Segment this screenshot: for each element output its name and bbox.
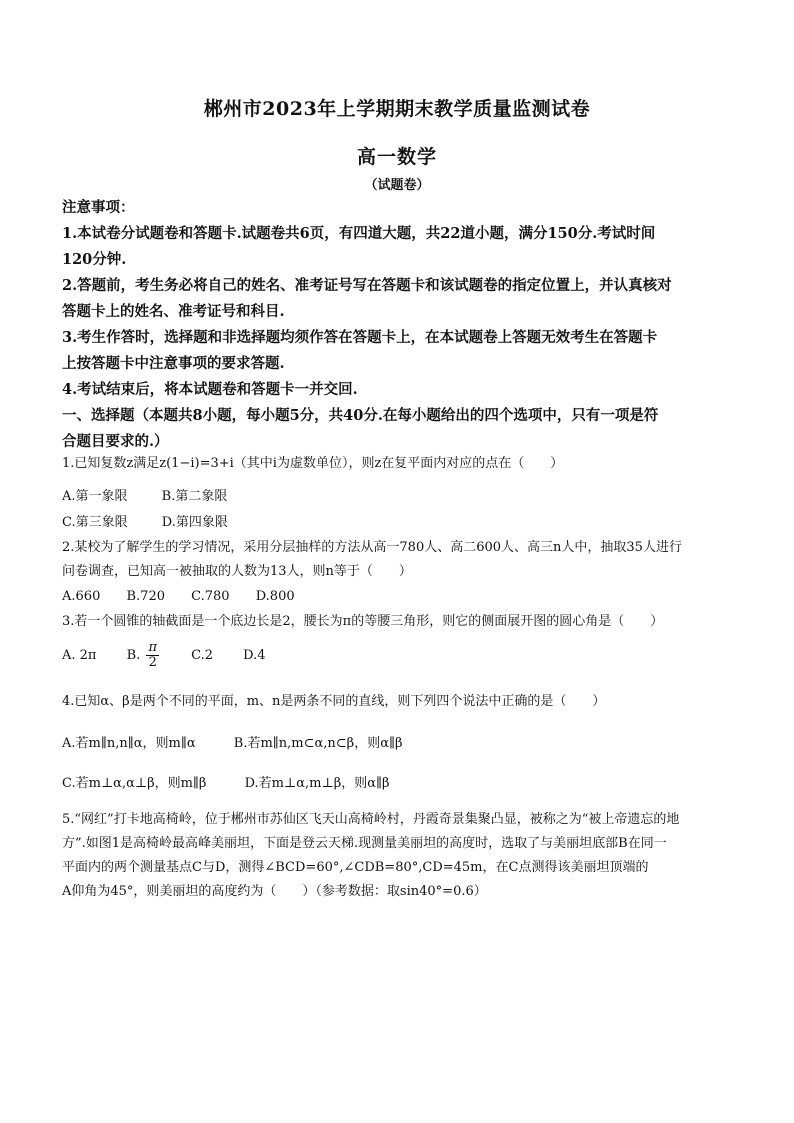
question-4-option-b: B.若m∥n,m⊂α,n⊂β，则α∥β (233, 736, 403, 751)
question-1-option-b: B.第二象限 (161, 489, 228, 504)
question-3-option-d: D.4 (243, 648, 266, 663)
question-1-stem: 1.已知复数z满足z(1−i)=3+i（其中i为虚数单位），则z在复平面内对应的点在（ ） (62, 456, 564, 471)
notice-section (62, 195, 732, 455)
question-4-option-a: A.若m∥n,n∥α，则m∥α (62, 736, 196, 751)
question-1-option-d: D.第四象限 (161, 515, 228, 530)
question-1-option-c: C.第三象限 (62, 515, 128, 530)
section-1-heading-line-1: 一、选择题（本题共8小题，每小题5分，共40分.在每小题给出的四个选项中，只有一项是符 (62, 407, 659, 424)
question-4-stem: 4.已知α、β是两个不同的平面，m、n是两条不同的直线，则下列四个说法中正确的是（ ） (62, 694, 606, 709)
exam-paper-tag: （试题卷） (364, 178, 430, 193)
question-2-stem-line-1: 2.某校为了解学生的学习情况，采用分层抽样的方法从高一780人、高二600人、高三n人中，抽取35人进行 (62, 540, 682, 555)
fraction-numerator: π (148, 640, 157, 655)
question-3-option-c: C.2 (191, 648, 214, 663)
question-3-option-b (127, 636, 161, 676)
question-2-option-d: D.800 (255, 589, 295, 604)
question-5-line-4: A仰角为45°，则美丽坦的高度约为（ ）（参考数据：取sin40°=0.6） (62, 884, 487, 899)
notice-item-2-line-1: 2.答题前，考生务必将自己的姓名、准考证号写在答题卡和该试题卷的指定位置上，并认真核对 (62, 277, 672, 294)
notice-item-3-line-2: 上按答题卡中注意事项的要求答题. (62, 355, 285, 372)
question-2-stem-line-2: 问卷调查，已知高一被抽取的人数为13人，则n等于（ ） (62, 564, 412, 579)
question-1-option-a: A.第一象限 (62, 489, 128, 504)
pi-over-two-fraction (146, 641, 159, 670)
question-4-options-row-2 (62, 768, 732, 800)
notice-heading: 注意事项： (62, 199, 135, 216)
notice-item-4: 4.考试结束后，将本试题卷和答题卡一并交回. (62, 381, 358, 398)
question-2-option-c: C.780 (191, 589, 230, 604)
notice-item-2-line-2: 答题卡上的姓名、准考证号和科目. (62, 303, 285, 320)
question-3-option-a: A. 2π (62, 648, 97, 663)
questions-section (62, 452, 732, 904)
notice-item-3-line-1: 3.考生作答时，选择题和非选择题均须作答在答题卡上，在本试题卷上答题无效考生在答题卡 (62, 329, 658, 346)
question-3-options (62, 636, 732, 676)
question-4-option-c: C.若m⊥α,α⊥β，则m∥β (62, 776, 207, 791)
question-5-line-3: 平面内的两个测量基点C与D，测得∠BCD=60°,∠CDB=80°,CD=45m，在C点测得该美丽坦顶端的 (62, 860, 649, 875)
question-2-option-b: B.720 (126, 589, 165, 604)
notice-item-1-line-1: 1.本试卷分试题卷和答题卡.试题卷共6页，有四道大题，共22道小题，满分150分.考试时间 (62, 225, 656, 242)
question-1-options-row-2 (62, 510, 732, 536)
question-5-line-2: 方”.如图1是高椅岭最高峰美丽坦，下面是登云天梯.现测量美丽坦的高度时，选取了与美丽坦底部B在同一 (62, 836, 667, 851)
question-4-options-row-1 (62, 728, 732, 760)
exam-title: 郴州市2023年上学期期末教学质量监测试卷 (203, 98, 591, 120)
question-3-stem: 3.若一个圆锥的轴截面是一个底边长是2，腰长为π的等腰三角形，则它的侧面展开图的圆心角是（ ） (62, 614, 664, 629)
section-1-heading-line-2: 合题目要求的.） (62, 433, 169, 450)
notice-item-1-line-2: 120分钟. (62, 251, 127, 268)
question-1-options-row-1 (62, 484, 732, 510)
question-3-option-b-prefix: B. (126, 648, 141, 663)
exam-subject: 高一数学 (356, 146, 437, 168)
question-5-line-1: 5.“网红”打卡地高椅岭，位于郴州市苏仙区飞天山高椅岭村，丹霞奇景集聚凸显，被称之为“被上帝遗忘的地 (62, 812, 680, 827)
fraction-denominator: 2 (148, 655, 157, 670)
question-2-options (62, 584, 732, 610)
question-2-option-a: A.660 (62, 589, 101, 604)
question-4-option-d: D.若m⊥α,m⊥β，则α∥β (244, 776, 390, 791)
